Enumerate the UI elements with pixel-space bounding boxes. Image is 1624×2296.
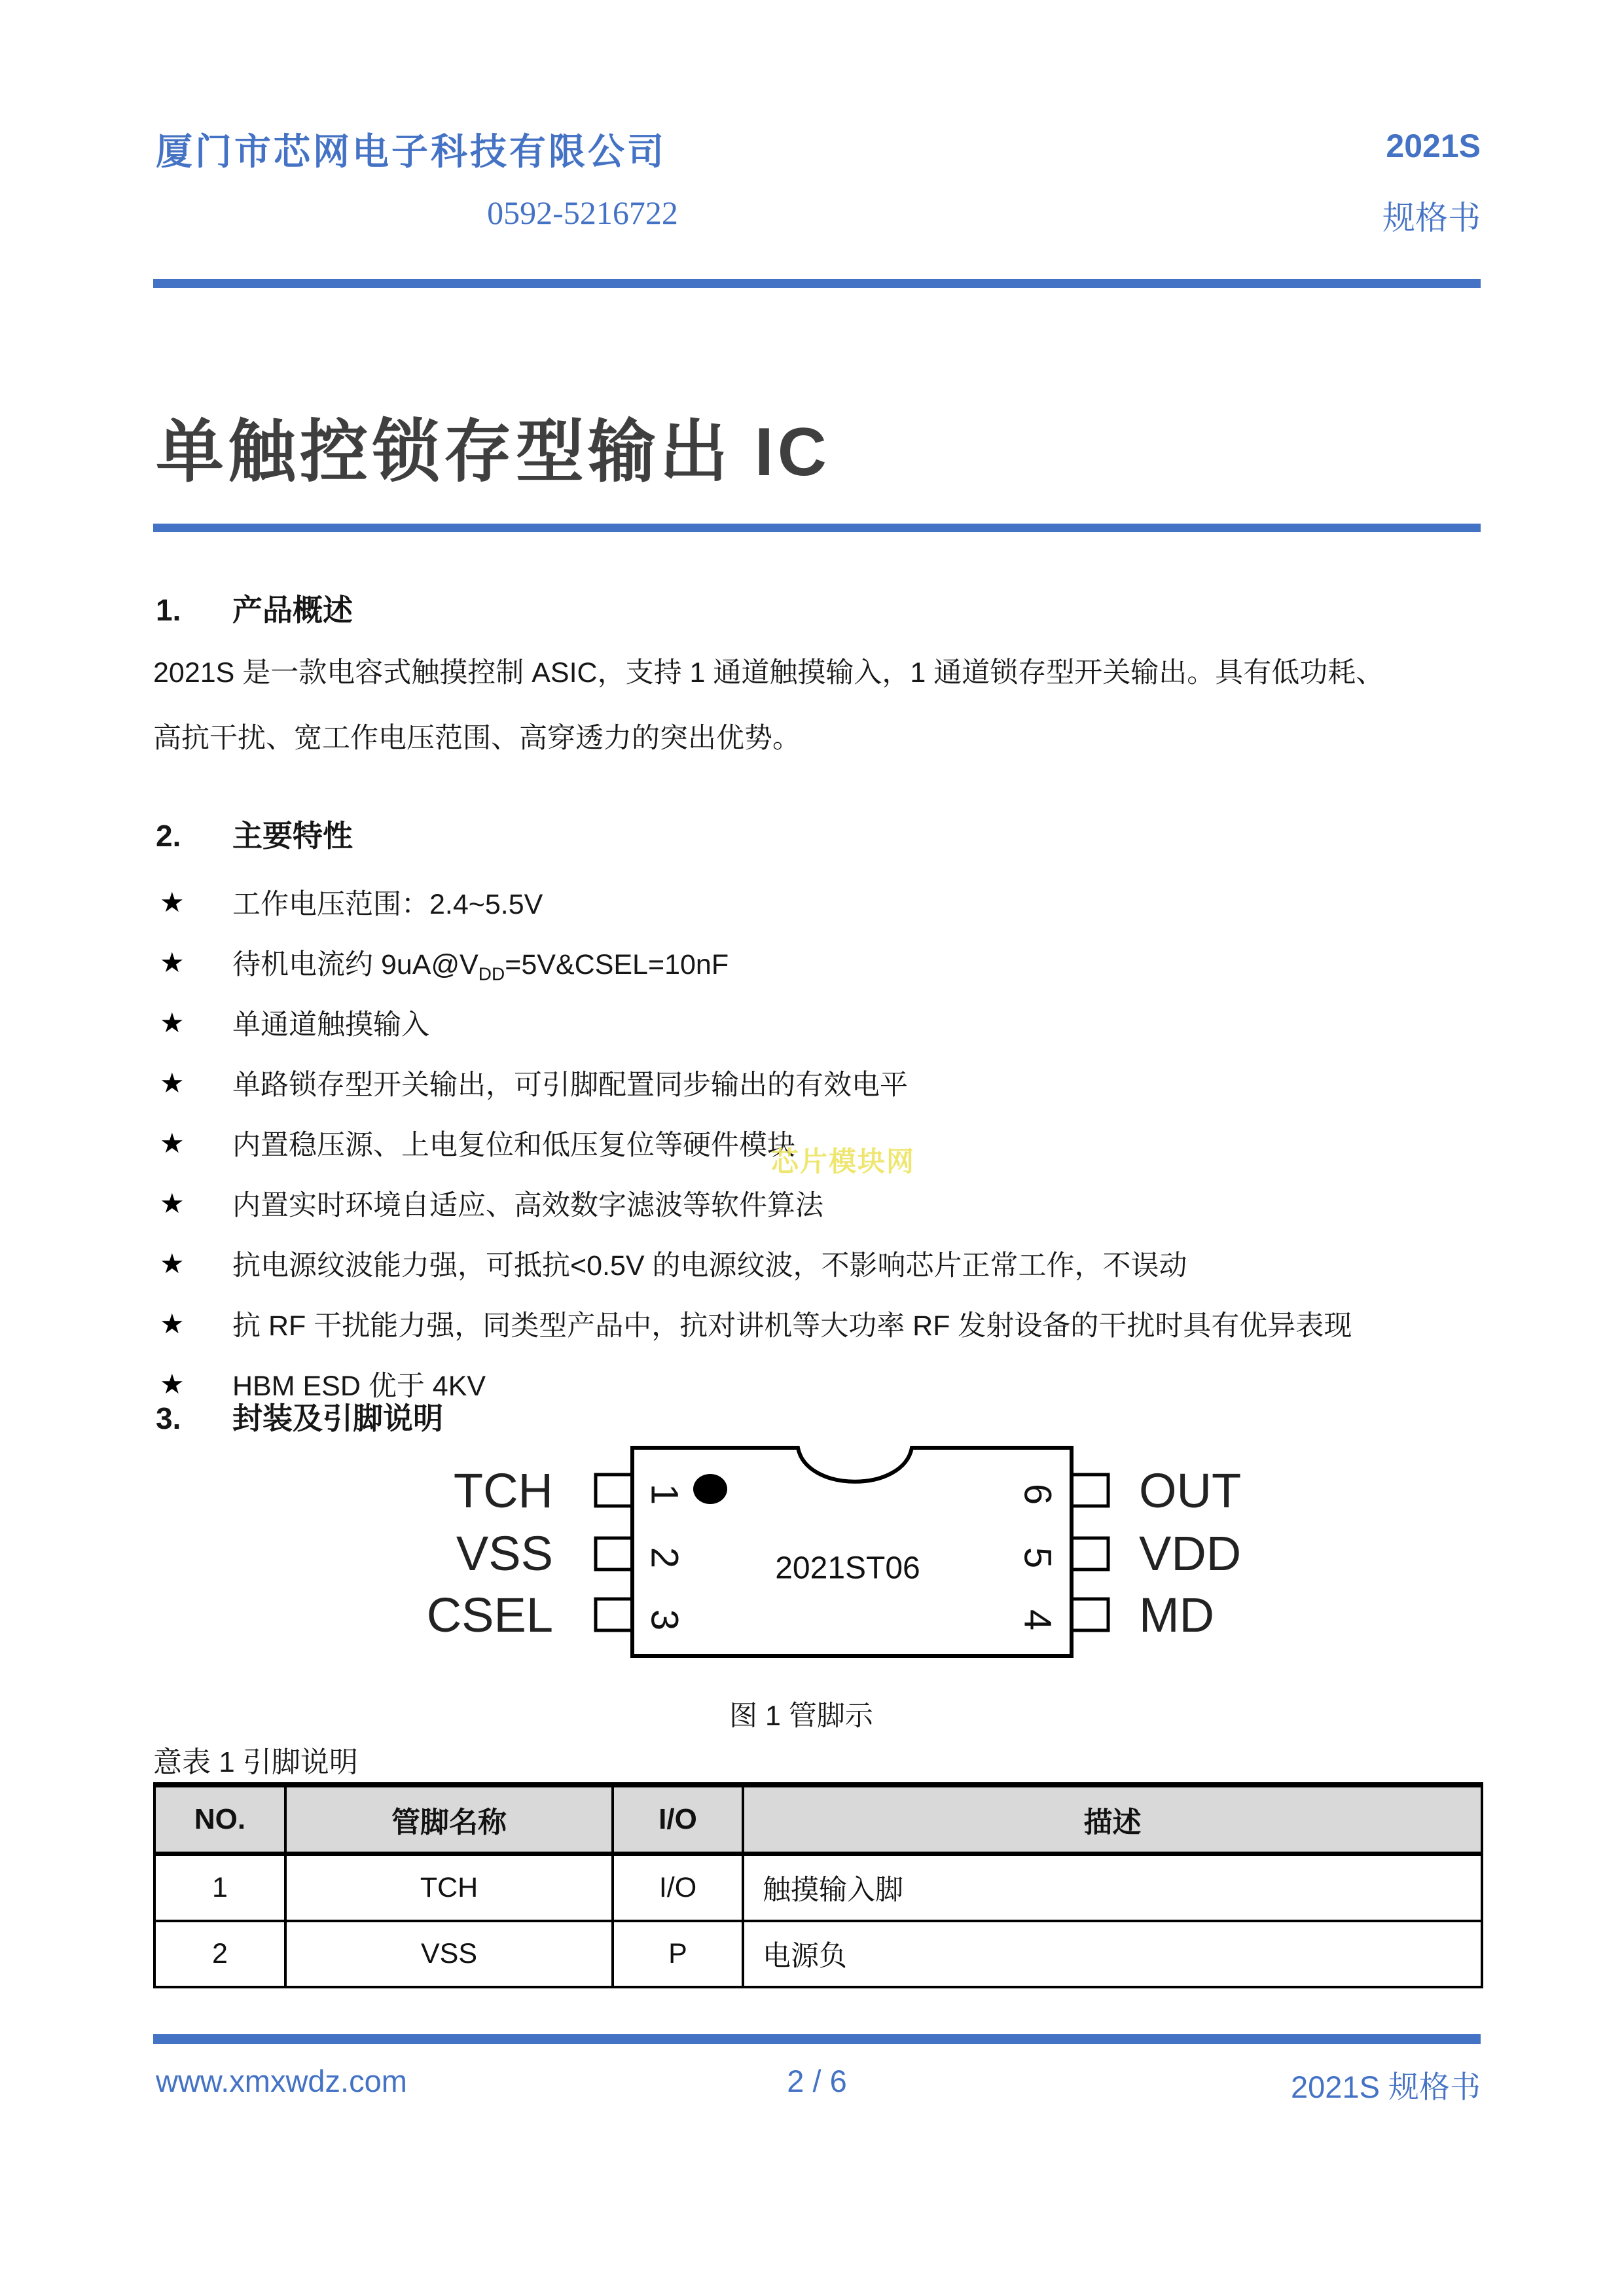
star-bullet-icon: ★ bbox=[160, 1067, 185, 1098]
footer-page-number: 2 / 6 bbox=[787, 2064, 847, 2098]
pin-stub-3 bbox=[596, 1599, 632, 1630]
doc-type-label: 规格书 bbox=[1382, 200, 1481, 236]
cell-desc: 电源负 bbox=[743, 1921, 1482, 1987]
cell-no: 1 bbox=[154, 1854, 285, 1922]
yellow-watermark: 芯片模块网 bbox=[771, 1146, 916, 1177]
table-caption: 意表 1 引脚说明 bbox=[153, 1746, 358, 1778]
list-item bbox=[153, 992, 1489, 1052]
company-phone: 0592-5216722 bbox=[487, 194, 678, 231]
doc-model-number: 2021S bbox=[1386, 128, 1481, 164]
star-bullet-icon: ★ bbox=[160, 1247, 185, 1279]
col-header-io: I/O bbox=[613, 1785, 743, 1854]
list-item bbox=[153, 872, 1489, 932]
cell-io: P bbox=[613, 1921, 743, 1987]
star-bullet-icon: ★ bbox=[160, 1308, 185, 1339]
section-2-title: 主要特性 bbox=[232, 819, 353, 853]
section-2-heading bbox=[156, 812, 353, 855]
feature-text: HBM ESD 优于 4KV bbox=[232, 1370, 486, 1402]
pin-label-vdd: VDD bbox=[1139, 1526, 1242, 1581]
pin-number-6: 6 bbox=[1016, 1483, 1059, 1505]
section-1-heading bbox=[156, 586, 353, 630]
footer-website: www.xmxwdz.com bbox=[156, 2064, 407, 2098]
title-rule bbox=[153, 524, 1481, 532]
subscript-dd: DD bbox=[478, 963, 505, 984]
chip-marking: 2021ST06 bbox=[775, 1551, 920, 1586]
col-header-pin-name: 管脚名称 bbox=[285, 1785, 613, 1854]
star-bullet-icon: ★ bbox=[160, 1127, 185, 1158]
pin-description-table bbox=[153, 1782, 1483, 1988]
pin-stub-5 bbox=[1072, 1538, 1108, 1570]
cell-no: 2 bbox=[154, 1921, 285, 1987]
table-header-row bbox=[154, 1785, 1482, 1854]
feature-text: 抗电源纹波能力强，可抵抗<0.5V 的电源纹波，不影响芯片正常工作，不误动 bbox=[232, 1249, 1187, 1282]
section-1-title: 产品概述 bbox=[232, 593, 353, 627]
overview-line-1: 2021S 是一款电容式触摸控制 ASIC，支持 1 通道触摸输入，1 通道锁存型开关输出。具有低功耗、 bbox=[153, 657, 1384, 689]
list-item bbox=[153, 1233, 1489, 1293]
pin1-dot-icon bbox=[693, 1474, 727, 1504]
feature-text: 内置稳压源、上电复位和低压复位等硬件模块 bbox=[232, 1129, 795, 1161]
cell-desc: 触摸输入脚 bbox=[743, 1854, 1482, 1922]
list-item bbox=[153, 1052, 1489, 1113]
pin-label-tch: TCH bbox=[453, 1463, 553, 1518]
pin-stub-4 bbox=[1072, 1599, 1108, 1630]
cell-pin-name: VSS bbox=[285, 1921, 613, 1987]
section-1-number: 1. bbox=[156, 593, 181, 627]
col-header-desc: 描述 bbox=[743, 1785, 1482, 1854]
list-item bbox=[153, 1293, 1489, 1354]
overview-line-2: 高抗干扰、宽工作电压范围、高穿透力的突出优势。 bbox=[153, 723, 801, 754]
table-row bbox=[154, 1854, 1482, 1922]
pin-label-vss: VSS bbox=[456, 1526, 553, 1581]
pin-label-csel: CSEL bbox=[426, 1588, 553, 1642]
pin-number-1: 1 bbox=[643, 1483, 686, 1505]
section-3-number: 3. bbox=[156, 1401, 181, 1435]
feature-text: 待机电流约 $9uA@V_{DD}=5V\&CSEL=10nF$ bbox=[232, 948, 729, 984]
section-3-title: 封装及引脚说明 bbox=[232, 1401, 443, 1435]
pin-number-4: 4 bbox=[1016, 1609, 1059, 1631]
overview-paragraph bbox=[153, 640, 1485, 771]
header-rule bbox=[153, 279, 1481, 288]
col-header-no: NO. bbox=[154, 1785, 285, 1854]
cell-pin-name: TCH bbox=[285, 1854, 613, 1922]
star-bullet-icon: ★ bbox=[160, 1368, 185, 1399]
pin-label-out: OUT bbox=[1139, 1463, 1242, 1518]
pin-stub-1 bbox=[596, 1475, 632, 1506]
figure-caption: 图 1 管脚示 bbox=[729, 1700, 873, 1732]
feature-text: 内置实时环境自适应、高效数字滤波等软件算法 bbox=[232, 1189, 823, 1221]
list-item bbox=[153, 1173, 1489, 1233]
footer-rule bbox=[153, 2034, 1481, 2044]
feature-text: 单路锁存型开关输出，可引脚配置同步输出的有效电平 bbox=[232, 1069, 908, 1101]
company-name: 厦门市芯网电子科技有限公司 bbox=[156, 132, 666, 173]
star-bullet-icon: ★ bbox=[160, 946, 185, 978]
page-title: 单触控锁存型输出 IC bbox=[156, 414, 831, 490]
list-item bbox=[153, 932, 1489, 992]
pin-number-2: 2 bbox=[643, 1547, 686, 1569]
star-bullet-icon: ★ bbox=[160, 1187, 185, 1219]
ic-package-diagram bbox=[583, 1437, 1119, 1666]
pin-label-md: MD bbox=[1139, 1588, 1215, 1642]
star-bullet-icon: ★ bbox=[160, 1007, 185, 1038]
feature-text: 单通道触摸输入 bbox=[232, 1009, 429, 1041]
feature-text: 抗 RF 干扰能力强，同类型产品中，抗对讲机等大功率 RF 发射设备的干扰时具有优异表现 bbox=[232, 1310, 1352, 1342]
section-2-number: 2. bbox=[156, 819, 181, 853]
pin-number-5: 5 bbox=[1016, 1547, 1059, 1569]
feature-text: 工作电压范围：2.4~5.5V bbox=[232, 888, 543, 920]
pin-number-3: 3 bbox=[643, 1609, 686, 1631]
cell-io: I/O bbox=[613, 1854, 743, 1922]
footer-doc-label: 2021S 规格书 bbox=[1291, 2070, 1481, 2104]
star-bullet-icon: ★ bbox=[160, 886, 185, 918]
pin-stub-6 bbox=[1072, 1475, 1108, 1506]
pin-stub-2 bbox=[596, 1538, 632, 1570]
section-3-heading bbox=[156, 1395, 443, 1438]
table-row bbox=[154, 1921, 1482, 1987]
